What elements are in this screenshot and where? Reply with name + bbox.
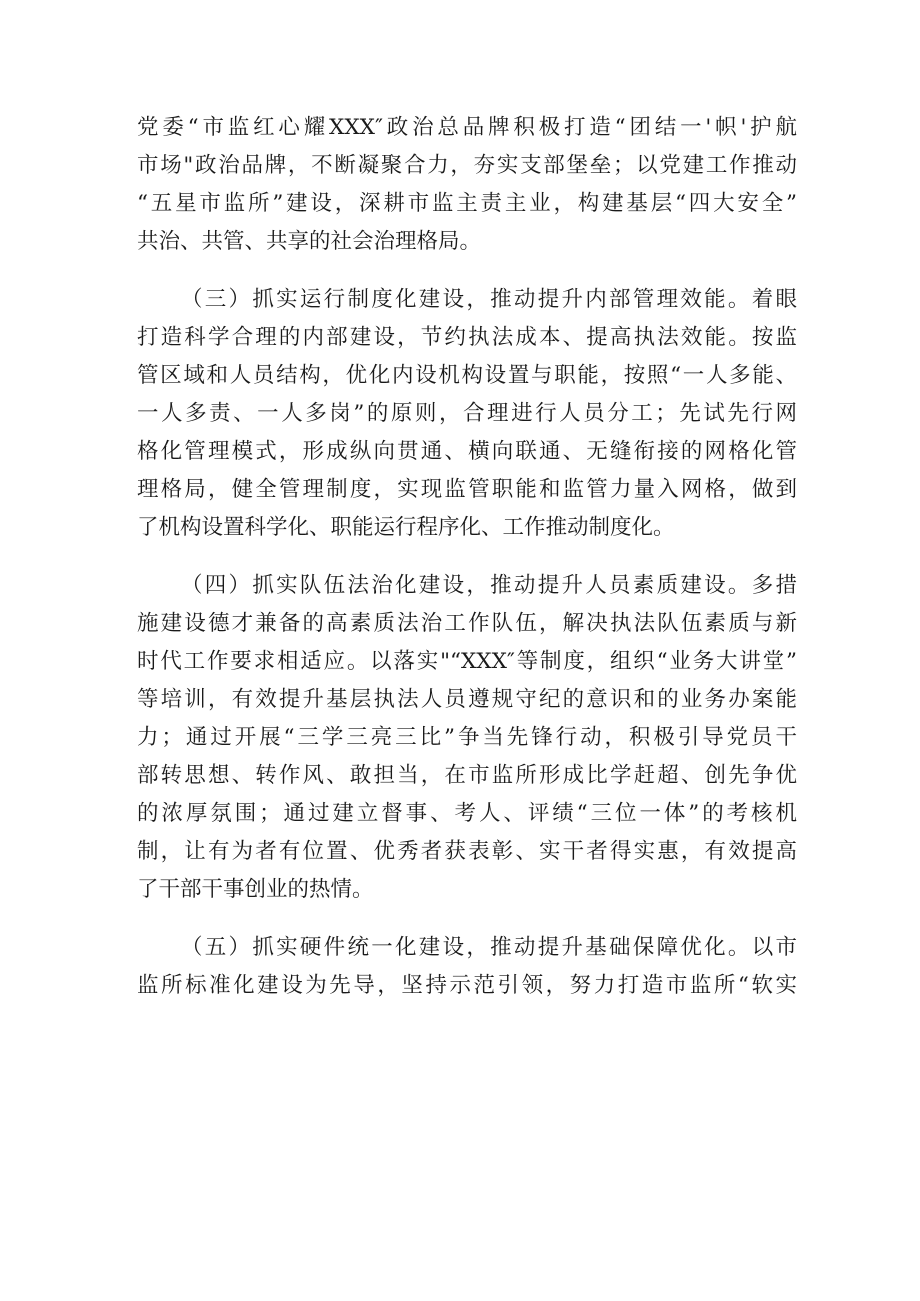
text-line: 理格局，健全管理制度，实现监管职能和监管力量入网格，做到 [137, 477, 797, 502]
text-line: 党委“市监红心耀XXX″政治总品牌积极打造“团结一'帜'护航 [137, 115, 797, 140]
text-line: 了机构设置科学化、职能运行程序化、工作推动制度化。 [137, 515, 675, 540]
paragraph-section-4 [137, 567, 797, 909]
text-line: 市场"政治品牌，不断凝聚合力，夯实支部堡垒；以党建工作推动 [137, 153, 797, 178]
paragraph-section-3 [137, 281, 797, 547]
document-page [137, 109, 797, 1025]
text-line: 格化管理模式，形成纵向贯通、横向联通、无缝衔接的网格化管 [137, 439, 797, 464]
text-line: 等培训，有效提升基层执法人员遵规守纪的意识和的业务办案能 [137, 687, 797, 712]
text-line: 监所标准化建设为先导，坚持示范引领，努力打造市监所“软实 [137, 973, 797, 998]
text-line: （四）抓实队伍法治化建设，推动提升人员素质建设。多措 [181, 573, 797, 598]
text-line: （三）抓实运行制度化建设，推动提升内部管理效能。着眼 [181, 287, 797, 312]
text-line: 时代工作要求相适应。以落实"“XXX″等制度，组织“业务大讲堂” [137, 649, 797, 674]
text-line: 制，让有为者有位置、优秀者获表彰、实干者得实惠，有效提高 [137, 839, 797, 864]
text-line: 了干部干事创业的热情。 [137, 877, 374, 902]
text-line: 打造科学合理的内部建设，节约执法成本、提高执法效能。按监 [137, 325, 797, 350]
text-line: （五）抓实硬件统一化建设，推动提升基础保障优化。以市 [181, 935, 797, 960]
text-line: 施建设德才兼备的高素质法治工作队伍，解决执法队伍素质与新 [137, 611, 797, 636]
paragraph-section-5 [137, 929, 797, 1005]
text-line: 的浓厚氛围；通过建立督事、考人、评绩“三位一体”的考核机 [137, 801, 797, 826]
text-line: 管区域和人员结构，优化内设机构设置与职能，按照“一人多能、 [137, 363, 797, 388]
paragraph-continuation [137, 109, 797, 261]
text-line: “五星市监所”建设，深耕市监主责主业，构建基层“四大安全” [137, 191, 797, 216]
text-line: 部转思想、转作风、敢担当，在市监所形成比学赶超、创先争优 [137, 763, 797, 788]
text-line: 一人多责、一人多岗”的原则，合理进行人员分工；先试先行网 [137, 401, 797, 426]
text-line: 力；通过开展“三学三亮三比”争当先锋行动，积极引导党员干 [137, 725, 797, 750]
text-line: 共治、共管、共享的社会治理格局。 [137, 229, 482, 254]
